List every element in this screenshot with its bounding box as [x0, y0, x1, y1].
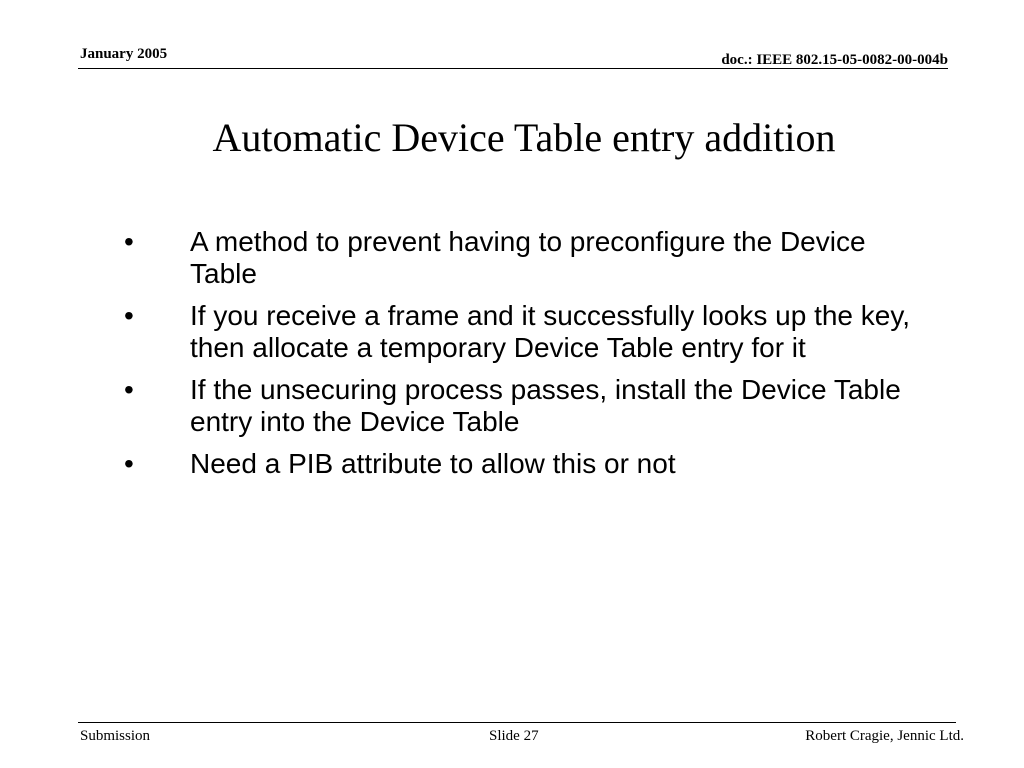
- bullet-text: If the unsecuring process passes, install the Device Table entry into the Device Table: [190, 374, 901, 437]
- footer-submission: Submission: [80, 728, 151, 744]
- slide-title: Automatic Device Table entry addition: [212, 115, 836, 160]
- bullet-icon: •: [124, 300, 134, 331]
- footer-divider: [78, 722, 956, 723]
- header-divider: [78, 68, 948, 69]
- bullet-item: [0, 300, 1024, 364]
- bullet-item: [0, 374, 1024, 438]
- bullet-icon: •: [124, 374, 134, 405]
- bullet-icon: •: [124, 226, 134, 257]
- footer-author: Robert Cragie, Jennic Ltd.: [805, 728, 964, 744]
- header-doc-id: doc.: IEEE 802.15-05-0082-00-004b: [721, 52, 948, 68]
- bullet-list: [0, 226, 1024, 490]
- bullet-text: Need a PIB attribute to allow this or not: [190, 448, 676, 479]
- bullet-icon: •: [124, 448, 134, 479]
- bullet-item: [0, 226, 1024, 290]
- bullet-item: [0, 448, 1024, 480]
- bullet-text: If you receive a frame and it successfully looks up the key, then allocate a temporary Device Table entry for it: [190, 300, 911, 363]
- bullet-text: A method to prevent having to preconfigure the Device Table: [190, 226, 866, 289]
- header-date: January 2005: [80, 46, 168, 62]
- footer-slide-number: Slide 27: [489, 728, 539, 744]
